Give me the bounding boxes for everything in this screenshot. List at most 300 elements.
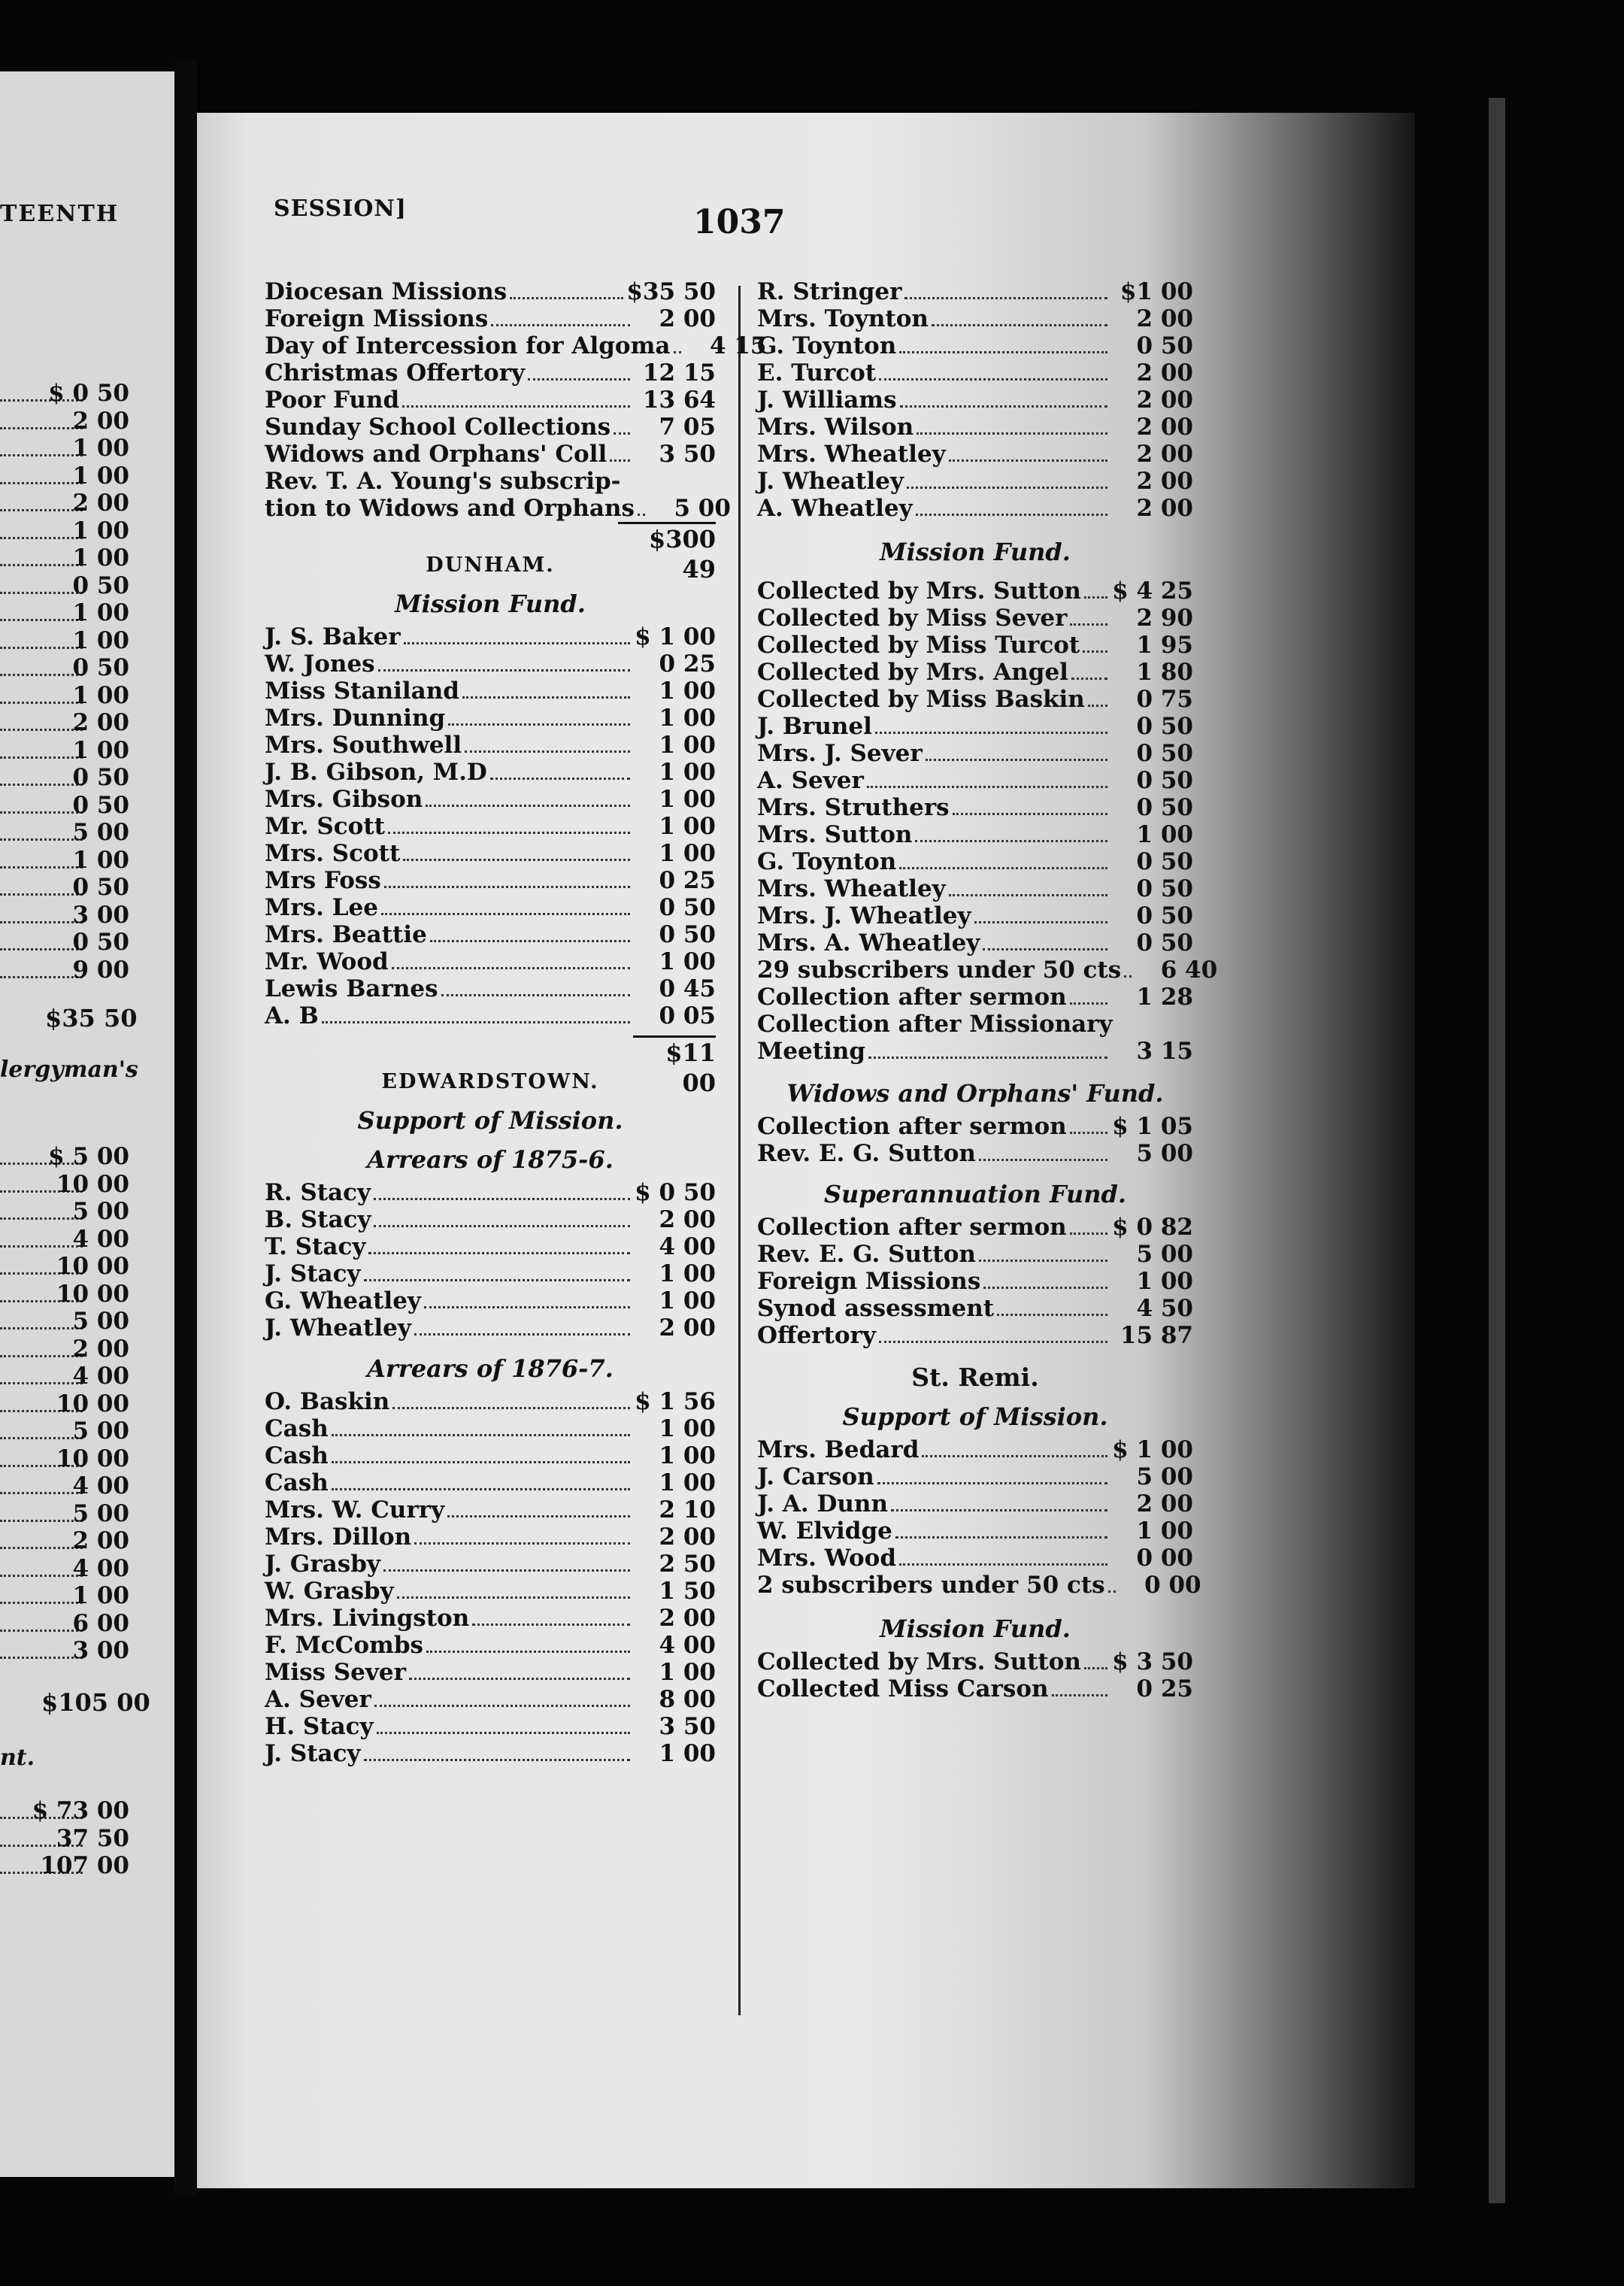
ledger-name: Rev. E. G. Sutton (757, 1140, 976, 1167)
page (197, 113, 1415, 2188)
ledger-amount: 5 00 (674, 495, 731, 522)
left-amount-row (0, 682, 174, 709)
col-a-top-list (265, 278, 767, 522)
ledger-row (757, 1140, 1193, 1167)
left-amount: 5 00 (72, 1198, 129, 1225)
ledger-amount: 2 00 (1136, 1490, 1193, 1517)
ledger-amount: 8 00 (659, 1686, 716, 1713)
ledger-amount: 1 00 (659, 948, 716, 975)
leader-dots (1070, 623, 1107, 626)
leader-dots (917, 432, 1107, 435)
ledger-amount: 2 00 (1136, 359, 1193, 387)
leader-dots (403, 859, 630, 861)
leader-dots (932, 324, 1107, 326)
ledger-row (265, 414, 716, 441)
ledger-row (757, 1241, 1193, 1268)
leader-dots (332, 1488, 630, 1490)
leader-dots (388, 832, 630, 834)
ledger-row (757, 468, 1193, 495)
ledger-name: Mrs. Dunning (265, 705, 446, 732)
leader-dots (426, 1651, 630, 1653)
st-remi-heading: St. Remi. (911, 1363, 1039, 1392)
ledger-amount: $ 1 56 (635, 1388, 716, 1415)
ledger-amount: 0 50 (1136, 713, 1193, 740)
leader-dots (0, 1369, 83, 1384)
left-amount: 0 50 (72, 874, 129, 901)
ledger-name: W. Jones (265, 650, 375, 678)
leader-dots (0, 935, 83, 950)
leader-dots (0, 1561, 83, 1577)
ledger-name: Offertory (757, 1322, 876, 1349)
left-amount: 1 00 (72, 599, 129, 626)
left-amount-row (0, 874, 174, 901)
ledger-amount: 3 50 (659, 1713, 716, 1740)
ledger-name: Mrs. Bedard (757, 1436, 920, 1463)
ledger-row (265, 495, 731, 522)
left-amount-row (0, 1253, 174, 1280)
ledger-amount: 6 40 (1160, 957, 1218, 984)
ledger-amount: 0 50 (659, 921, 716, 948)
left-amount-row (0, 380, 174, 407)
leader-dots (491, 324, 630, 326)
ledger-amount: $35 50 (626, 278, 716, 305)
leader-dots (0, 880, 83, 896)
ledger-row (265, 1659, 716, 1686)
ledger-row (265, 332, 767, 359)
ledger-name: H. Stacy (265, 1713, 374, 1740)
ledger-name: T. Stacy (265, 1233, 366, 1260)
ledger-row (757, 414, 1193, 441)
arrears-1875-heading: Arrears of 1875-6. (367, 1145, 614, 1174)
ledger-amount: 4 00 (659, 1233, 716, 1260)
ledger-amount: 0 75 (1136, 686, 1193, 713)
ledger-row (757, 278, 1193, 305)
ledger-row (757, 1295, 1193, 1322)
arrears-1876-heading: Arrears of 1876-7. (367, 1354, 614, 1383)
ledger-amount: 7 05 (659, 414, 716, 441)
leader-dots (907, 487, 1107, 489)
left-amount: 1 00 (72, 462, 129, 490)
leader-dots (0, 1616, 83, 1632)
leader-dots (510, 297, 623, 299)
leader-dots (465, 750, 630, 753)
leader-dots (877, 1482, 1107, 1484)
leader-dots (368, 1252, 630, 1254)
left-amount: 1 00 (72, 736, 129, 764)
leader-dots (916, 514, 1107, 516)
ledger-row (265, 359, 716, 387)
ledger-name: Mrs. Lee (265, 894, 378, 921)
leader-dots (426, 805, 630, 807)
left-amount: 1 00 (72, 1582, 129, 1609)
leader-dots (378, 669, 630, 672)
left-amount-row (0, 572, 174, 599)
st-remi-support-list (757, 1436, 1201, 1599)
ledger-amount: 2 00 (659, 305, 716, 332)
ledger-row (265, 1713, 716, 1740)
left-amount-row (0, 1500, 174, 1527)
ledger-name: A. Sever (757, 767, 864, 794)
leader-dots (424, 1306, 630, 1308)
left-amount-row (0, 1472, 174, 1499)
leader-dots (899, 351, 1107, 353)
ledger-amount: 4 50 (1136, 1295, 1193, 1322)
mission-fund-2-list (757, 1648, 1193, 1702)
ledger-name: J. Carson (757, 1463, 874, 1490)
leader-dots (0, 523, 83, 539)
leader-dots (983, 1287, 1107, 1289)
ledger-row (265, 1740, 716, 1767)
left-amount: 5 00 (72, 819, 129, 846)
leader-dots (0, 1478, 83, 1494)
left-amount-row (0, 1143, 174, 1170)
left-amount-row (0, 1582, 174, 1609)
left-amount-row (0, 902, 174, 929)
ledger-name: Mrs. Wheatley (757, 875, 946, 902)
ledger-row (757, 957, 1218, 984)
left-amount: 2 00 (72, 407, 129, 435)
ledger-amount: 1 50 (659, 1578, 716, 1605)
left-amount: 4 00 (72, 1225, 129, 1253)
ledger-name: Mrs. Beattie (265, 921, 427, 948)
leader-dots (0, 1643, 83, 1659)
leader-dots (490, 778, 630, 780)
leader-dots (447, 1515, 630, 1517)
left-amount-row (0, 929, 174, 956)
page-edge (1489, 98, 1505, 2203)
leader-dots (0, 496, 83, 511)
leader-dots (332, 1461, 630, 1463)
ledger-name: Mrs. Wheatley (757, 441, 946, 468)
ledger-amount: 1 00 (659, 732, 716, 759)
left-amount: 5 00 (72, 1308, 129, 1335)
left-amount: 10 00 (56, 1445, 129, 1472)
ledger-amount: 1 00 (659, 1740, 716, 1767)
leader-dots (0, 578, 83, 594)
leader-dots (392, 1407, 630, 1409)
ledger-row (265, 387, 716, 414)
leader-dots (0, 605, 83, 621)
leader-dots (0, 1314, 83, 1329)
leader-dots (374, 1705, 630, 1707)
leader-dots (904, 297, 1107, 299)
left-amount-row (0, 957, 174, 984)
leader-dots (0, 715, 83, 731)
ledger-amount: 0 25 (659, 867, 716, 894)
ledger-row (265, 1287, 716, 1314)
edwardstown-heading: EDWARDSTOWN. (381, 1070, 599, 1093)
ledger-row (265, 1605, 716, 1632)
left-amount: 1 00 (72, 544, 129, 572)
left-amount-row (0, 1336, 174, 1363)
ledger-amount: 0 00 (1144, 1572, 1201, 1599)
leader-dots (891, 1509, 1107, 1511)
left-amount-row (0, 1610, 174, 1637)
left-amount-row (0, 1281, 174, 1308)
left-amount: 10 00 (56, 1170, 129, 1198)
ledger-row (757, 1490, 1193, 1517)
ledger-amount: 2 00 (659, 1314, 716, 1342)
ledger-amount: 2 00 (659, 1523, 716, 1551)
leader-dots (926, 759, 1107, 761)
ledger-name: G. Toynton (757, 332, 897, 359)
ledger-name: Mrs. W. Curry (265, 1496, 445, 1523)
left-amount: 10 00 (56, 1280, 129, 1308)
leader-dots (899, 867, 1107, 869)
ledger-name: Collected by Miss Sever (757, 605, 1068, 632)
ledger-row (757, 1322, 1193, 1349)
ledger-name: Collected by Mrs. Sutton (757, 1648, 1081, 1675)
book-gutter (174, 60, 197, 2196)
ledger-row (757, 1572, 1201, 1599)
ledger-name: Mrs. Scott (265, 840, 401, 867)
left-amount-row (0, 1637, 174, 1664)
leader-dots (0, 1588, 83, 1604)
arrears-1876-list (265, 1388, 716, 1767)
ledger-amount: 2 00 (1136, 468, 1193, 495)
leader-dots (0, 660, 83, 676)
ledger-name: Collected by Miss Turcot (757, 632, 1080, 659)
left-amount: 2 00 (72, 1527, 129, 1554)
session-header: SESSION] (274, 196, 407, 222)
leader-dots (0, 743, 83, 759)
ledger-row (757, 740, 1193, 767)
left-amount: 3 00 (72, 901, 129, 929)
leader-dots (1070, 1232, 1107, 1235)
ledger-row (265, 1578, 716, 1605)
ledger-amount: 5 00 (1136, 1463, 1193, 1490)
dunham-subheading: Mission Fund. (395, 590, 586, 618)
leader-dots (915, 840, 1107, 842)
ledger-name: Collection after sermon (757, 984, 1067, 1011)
ledger-row (265, 623, 716, 650)
ledger-row (757, 1214, 1193, 1241)
left-heading-2: nt. (0, 1745, 35, 1771)
ledger-amount: 2 00 (1136, 387, 1193, 414)
ledger-row (265, 1442, 716, 1469)
ledger-name: J. Brunel (757, 713, 872, 740)
leader-dots (895, 1536, 1107, 1539)
ledger-row (757, 902, 1193, 929)
left-amount: $ 0 50 (48, 380, 129, 407)
ledger-amount: 5 00 (1136, 1140, 1193, 1167)
left-amount-row (0, 1417, 174, 1445)
left-amount-row (0, 544, 174, 572)
ledger-row (757, 1038, 1193, 1065)
ledger-row (265, 1206, 716, 1233)
left-amount: $ 5 00 (48, 1143, 129, 1170)
ledger-amount: 0 50 (1136, 794, 1193, 821)
left-amount: 5 00 (72, 1417, 129, 1445)
mission-fund-heading: Mission Fund. (880, 538, 1071, 566)
left-amount: 10 00 (56, 1253, 129, 1280)
ledger-name: Mrs. Southwell (265, 732, 462, 759)
ledger-amount: 1 00 (1136, 1517, 1193, 1545)
leader-dots (374, 1225, 630, 1227)
left-amount: 0 50 (72, 572, 129, 599)
ledger-row (757, 929, 1193, 957)
mission-fund-2-heading: Mission Fund. (880, 1614, 1071, 1643)
ledger-name: Foreign Missions (265, 305, 489, 332)
ledger-row (757, 495, 1193, 522)
left-page-fragment (0, 71, 174, 2177)
ledger-name: B. Stacy (265, 1206, 371, 1233)
leader-dots (441, 994, 630, 996)
ledger-name: Mrs. A. Wheatley (757, 929, 980, 957)
ledger-name: Mrs. Wood (757, 1545, 897, 1572)
ledger-amount: 4 00 (659, 1632, 716, 1659)
left-amount: 1 00 (72, 517, 129, 544)
left-amount: 2 00 (72, 1335, 129, 1363)
arrears-1875-list (265, 1179, 716, 1342)
ledger-row (757, 686, 1193, 713)
ledger-row (757, 1463, 1193, 1490)
ledger-name: Cash (265, 1469, 329, 1496)
left-amount-row (0, 1308, 174, 1335)
ledger-name: Mrs. Dillon (265, 1523, 412, 1551)
ledger-name: Mrs. Wilson (757, 414, 914, 441)
ledger-name: Collected by Mrs. Sutton (757, 578, 1081, 605)
leader-dots (1108, 1590, 1116, 1593)
leader-dots (384, 886, 630, 888)
left-amount-row (0, 1171, 174, 1198)
ledger-amount: 1 00 (659, 1287, 716, 1314)
leader-dots (1124, 975, 1132, 978)
column-divider (738, 286, 741, 2015)
page-number: 1037 (693, 203, 786, 241)
ledger-amount: 3 50 (659, 441, 716, 468)
ledger-name: J. Wheatley (265, 1314, 411, 1342)
ledger-row (265, 1632, 716, 1659)
leader-dots (900, 405, 1107, 408)
ledger-name: Widows and Orphans' Coll (265, 441, 607, 468)
left-heading-1: lergyman's (0, 1057, 138, 1083)
ledger-name: tion to Widows and Orphans (265, 495, 635, 522)
leader-dots (1084, 596, 1107, 599)
ledger-row (265, 1686, 716, 1713)
leader-dots (0, 414, 83, 429)
left-amount-row (0, 709, 174, 736)
ledger-name: Miss Sever (265, 1659, 406, 1686)
ledger-row (265, 948, 716, 975)
ledger-row (265, 1002, 716, 1029)
ledger-name: Mrs. Livingston (265, 1605, 470, 1632)
left-amount-row (0, 1445, 174, 1472)
leader-dots (364, 1279, 630, 1281)
ledger-amount: 1 00 (659, 1469, 716, 1496)
leader-dots (0, 1506, 83, 1522)
ledger-row (265, 894, 716, 921)
ledger-row (265, 1469, 716, 1496)
ledger-amount: 0 05 (659, 1002, 716, 1029)
ledger-row (265, 468, 716, 495)
leader-dots (0, 633, 83, 649)
left-amount-row (0, 1825, 174, 1852)
left-amount: 6 00 (72, 1609, 129, 1637)
ledger-amount: 3 15 (1136, 1038, 1193, 1065)
ledger-amount: 0 50 (659, 894, 716, 921)
ledger-amount: $ 0 82 (1112, 1214, 1193, 1241)
ledger-amount: 1 00 (659, 1260, 716, 1287)
leader-dots (414, 1542, 630, 1545)
ledger-amount: 2 90 (1136, 605, 1193, 632)
leader-dots (979, 1260, 1107, 1262)
ledger-amount: 0 50 (1136, 332, 1193, 359)
ledger-name: Mrs. J. Wheatley (757, 902, 971, 929)
left-amount: 0 50 (72, 764, 129, 791)
column-a (265, 278, 767, 1767)
leader-dots (430, 940, 630, 942)
mission-fund-list (757, 578, 1218, 1065)
left-amount-row (0, 792, 174, 819)
ledger-name: Lewis Barnes (265, 975, 438, 1002)
leader-dots (638, 514, 645, 516)
left-amount-row (0, 490, 174, 517)
ledger-name: J. S. Baker (265, 623, 401, 650)
ledger-amount: 1 00 (1136, 1268, 1193, 1295)
leader-dots (383, 1569, 630, 1572)
ledger-amount: 1 28 (1136, 984, 1193, 1011)
leader-dots (922, 1455, 1107, 1457)
ledger-amount: 0 45 (659, 975, 716, 1002)
left-amount-row (0, 599, 174, 626)
ledger-amount: 2 00 (659, 1605, 716, 1632)
leader-dots (364, 1759, 630, 1761)
ledger-amount: 1 00 (659, 786, 716, 813)
ledger-row (265, 1496, 716, 1523)
left-total-1: $35 50 (45, 1004, 138, 1032)
ledger-name: G. Wheatley (265, 1287, 421, 1314)
left-amount: 1 00 (72, 626, 129, 654)
ledger-row (757, 1113, 1193, 1140)
ledger-row (265, 759, 716, 786)
leader-dots (1070, 1132, 1107, 1134)
ledger-row (757, 387, 1193, 414)
ledger-name: Mrs. Sutton (757, 821, 913, 848)
ledger-name: Rev. T. A. Young's subscrip- (265, 468, 621, 495)
ledger-row (265, 1415, 716, 1442)
left-amount-row (0, 1797, 174, 1824)
left-amount-row (0, 1527, 174, 1554)
ledger-name: W. Elvidge (757, 1517, 892, 1545)
ledger-row (265, 705, 716, 732)
leader-dots (674, 351, 681, 353)
ledger-row (757, 1517, 1193, 1545)
ledger-name: Collected by Mrs. Angel (757, 659, 1068, 686)
ledger-row (757, 578, 1193, 605)
ledger-name: Day of Intercession for Algoma (265, 332, 671, 359)
ledger-amount: 0 50 (1136, 740, 1193, 767)
ledger-amount: 0 00 (1136, 1545, 1193, 1572)
ledger-name: 2 subscribers under 50 cts (757, 1572, 1105, 1599)
ledger-name: J. Grasby (265, 1551, 380, 1578)
leader-dots (949, 894, 1107, 896)
leader-dots (332, 1434, 630, 1436)
ledger-amount: 1 00 (659, 705, 716, 732)
leader-dots (983, 948, 1107, 950)
ledger-row (757, 821, 1193, 848)
ledger-row (265, 921, 716, 948)
ledger-amount: $1 00 (1120, 278, 1193, 305)
ledger-row (265, 975, 716, 1002)
ledger-amount: 1 80 (1136, 659, 1193, 686)
left-amount-row (0, 1390, 174, 1417)
left-amount-row (0, 517, 174, 544)
ledger-amount: 13 64 (642, 387, 716, 414)
left-amount: 3 00 (72, 1637, 129, 1664)
ledger-name: Mrs Foss (265, 867, 381, 894)
ledger-row (265, 732, 716, 759)
